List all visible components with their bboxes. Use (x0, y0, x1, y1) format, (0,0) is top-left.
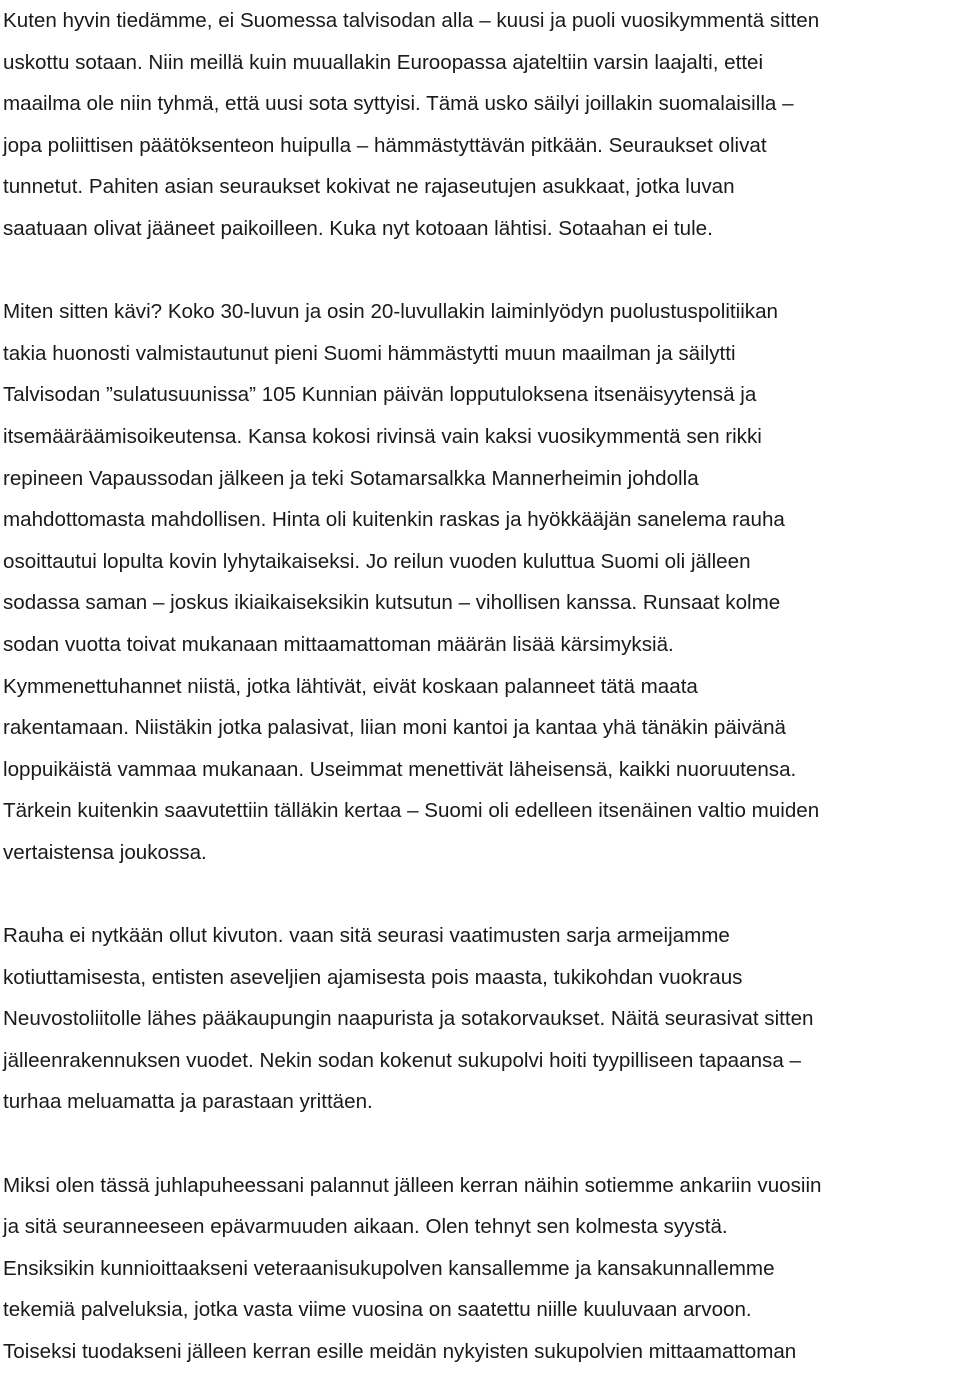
text-line: kotiuttamisesta, entisten aseveljien ajamisesta pois maasta, tukikohdan vuokraus (3, 965, 743, 989)
text-line: osoittautui lopulta kovin lyhytaikaiseksi. Jo reilun vuoden kuluttua Suomi oli jälleen (3, 549, 751, 573)
text-line: ja sitä seuranneeseen epävarmuuden aikaan. Olen tehnyt sen kolmesta syystä. (3, 1215, 728, 1239)
text-line: tunnetut. Pahiten asian seuraukset kokivat ne rajaseutujen asukkaat, jotka luvan (3, 175, 735, 199)
paragraph-3 (3, 915, 959, 1123)
text-line: Miten sitten kävi? Koko 30-luvun ja osin 20-luvullakin laiminlyödyn puolustuspolitiikan (3, 300, 778, 324)
text-line: takia huonosti valmistautunut pieni Suomi hämmästytti muun maailman ja säilytti (3, 341, 736, 365)
text-line: itsemääräämisoikeutensa. Kansa kokosi rivinsä vain kaksi vuosikymmentä sen rikki (3, 424, 762, 448)
paragraph-spacer (3, 1123, 959, 1165)
text-line: Rauha ei nytkään ollut kivuton. vaan sitä seurasi vaatimusten sarja armeijamme (3, 924, 730, 948)
text-line: loppuikäistä vammaa mukanaan. Useimmat menettivät läheisensä, kaikki nuoruutensa. (3, 757, 797, 781)
paragraph-4 (3, 1165, 959, 1373)
paragraph-1 (3, 0, 959, 250)
text-line: jopa poliittisen päätöksenteon huipulla – hämmästyttävän pitkään. Seuraukset olivat (3, 133, 767, 157)
text-line: mahdottomasta mahdollisen. Hinta oli kuitenkin raskas ja hyökkääjän sanelema rauha (3, 508, 785, 532)
text-line: Kymmenettuhannet niistä, jotka lähtivät, eivät koskaan palanneet tätä maata (3, 674, 698, 698)
text-line: sodassa saman – joskus ikiaikaiseksikin kutsutun – vihollisen kanssa. Runsaat kolme (3, 591, 781, 615)
text-line: Toiseksi tuodakseni jälleen kerran esille meidän nykyisten sukupolvien mittaamattoman (3, 1340, 797, 1363)
text-line: maailma ole niin tyhmä, että uusi sota syttyisi. Tämä usko säilyi joillakin suomalaisilla – (3, 92, 794, 116)
paragraph-spacer (3, 873, 959, 915)
text-line: tekemiä palveluksia, jotka vasta viime vuosina on saatettu niille kuuluvaan arvoon. (3, 1298, 752, 1322)
text-line: turhaa meluamatta ja parastaan yrittäen. (3, 1090, 373, 1114)
text-line: vertaistensa joukossa. (3, 840, 207, 864)
paragraph-spacer (3, 250, 959, 292)
document-page (3, 0, 959, 1373)
text-line: Ensiksikin kunnioittaakseni veteraanisukupolven kansallemme ja kansakunnallemme (3, 1256, 775, 1280)
text-line: repineen Vapaussodan jälkeen ja teki Sotamarsalkka Mannerheimin johdolla (3, 466, 699, 490)
text-line: Talvisodan ”sulatusuunissa” 105 Kunnian päivän lopputuloksena itsenäisyytensä ja (3, 383, 757, 407)
text-line: Tärkein kuitenkin saavutettiin tälläkin kertaa – Suomi oli edelleen itsenäinen valtio muiden (3, 799, 820, 823)
text-line: Miksi olen tässä juhlapuheessani palannut jälleen kerran näihin sotiemme ankariin vuosiin (3, 1173, 822, 1197)
paragraph-2 (3, 291, 959, 873)
text-line: rakentamaan. Niistäkin jotka palasivat, liian moni kantoi ja kantaa yhä tänäkin päivänä (3, 716, 787, 740)
text-line: Kuten hyvin tiedämme, ei Suomessa talvisodan alla – kuusi ja puoli vuosikymmentä sitten (3, 9, 820, 32)
text-line: jälleenrakennuksen vuodet. Nekin sodan kokenut sukupolvi hoiti tyypilliseen tapaansa – (3, 1048, 801, 1072)
text-line: sodan vuotta toivat mukanaan mittaamattoman määrän lisää kärsimyksiä. (3, 632, 674, 656)
text-line: uskottu sotaan. Niin meillä kuin muuallakin Euroopassa ajateltiin varsin laajalti, ettei (3, 50, 764, 74)
text-line: Neuvostoliitolle lähes pääkaupungin naapurista ja sotakorvaukset. Näitä seurasivat sitten (3, 1007, 814, 1031)
text-line: saatuaan olivat jääneet paikoilleen. Kuka nyt kotoaan lähtisi. Sotaahan ei tule. (3, 216, 713, 240)
